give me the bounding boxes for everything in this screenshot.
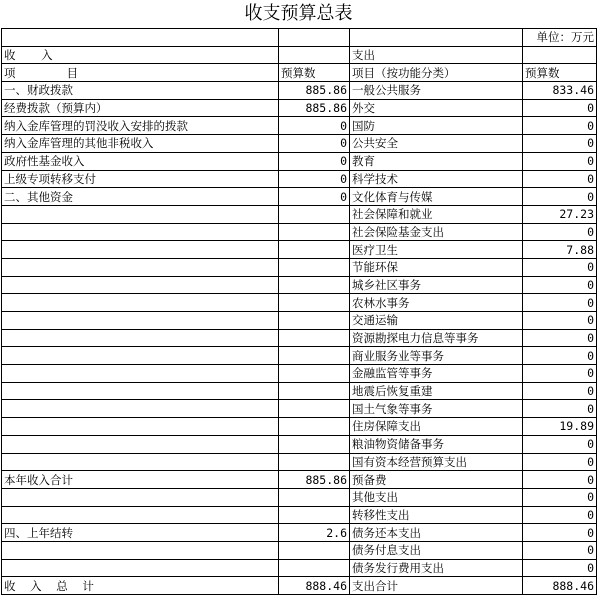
income-value-cell: 0 (279, 170, 350, 188)
expense-value-cell: 833.46 (523, 82, 597, 100)
income-value-cell (279, 365, 350, 383)
expense-value-cell: 0 (523, 99, 597, 117)
table-row (2, 82, 597, 100)
income-value-cell: 0 (279, 152, 350, 170)
expense-item-cell: 地震后恢复重建 (350, 382, 523, 400)
expense-item-cell: 教育 (350, 152, 523, 170)
expense-item-cell: 交通运输 (350, 312, 523, 330)
income-value-cell (279, 488, 350, 506)
income-value-cell (279, 205, 350, 223)
table-row (2, 188, 597, 206)
expense-value-cell: 0 (523, 294, 597, 312)
income-item-cell: 收 入 总 计 (2, 577, 279, 595)
income-item-cell: 经费拨款（预算内） (2, 99, 279, 117)
unit-label: 单位：万元 (523, 29, 597, 47)
expense-value-cell: 27.23 (523, 205, 597, 223)
income-value-cell: 885.86 (279, 99, 350, 117)
expense-value-cell: 0 (523, 117, 597, 135)
expense-value-cell: 0 (523, 365, 597, 383)
expense-item-cell: 公共安全 (350, 135, 523, 153)
table-row (2, 329, 597, 347)
income-item-cell (2, 347, 279, 365)
expense-value-cell: 7.88 (523, 241, 597, 259)
table-row (2, 170, 597, 188)
income-value-cell (279, 276, 350, 294)
table-row (2, 258, 597, 276)
income-value-cell: 0 (279, 117, 350, 135)
income-item-cell: 二、其他资金 (2, 188, 279, 206)
expense-value-cell: 0 (523, 223, 597, 241)
income-value-cell (279, 294, 350, 312)
table-title: 收支预算总表 (244, 3, 353, 24)
expense-item-cell: 商业服务业等事务 (350, 347, 523, 365)
expense-value-cell: 0 (523, 541, 597, 559)
expense-item-cell: 文化体育与传媒 (350, 188, 523, 206)
expense-item-cell: 债务发行费用支出 (350, 559, 523, 577)
expense-value-cell: 0 (523, 400, 597, 418)
expense-value-cell: 0 (523, 170, 597, 188)
table-row (2, 577, 597, 595)
expense-item-header: 项目（按功能分类） (350, 64, 523, 82)
table-row (2, 524, 597, 542)
expense-item-cell: 节能环保 (350, 258, 523, 276)
income-item-cell (2, 559, 279, 577)
expense-item-cell: 住房保障支出 (350, 418, 523, 436)
income-item-cell (2, 400, 279, 418)
expense-item-cell: 社会保障和就业 (350, 205, 523, 223)
income-value-cell (279, 453, 350, 471)
table-row (2, 99, 597, 117)
expense-value-cell: 0 (523, 471, 597, 489)
table-row (2, 400, 597, 418)
table-row (2, 347, 597, 365)
table-row (2, 312, 597, 330)
table-row (2, 135, 597, 153)
expense-value-cell: 0 (523, 258, 597, 276)
expense-value-cell: 0 (523, 312, 597, 330)
income-value-cell: 888.46 (279, 577, 350, 595)
expense-item-cell: 国防 (350, 117, 523, 135)
income-item-cell (2, 435, 279, 453)
income-item-cell (2, 488, 279, 506)
expense-item-cell: 国土气象等事务 (350, 400, 523, 418)
expense-value-cell: 0 (523, 524, 597, 542)
expense-value-cell: 0 (523, 382, 597, 400)
expense-value-cell: 0 (523, 135, 597, 153)
income-value-cell (279, 258, 350, 276)
income-item-cell (2, 418, 279, 436)
table-row (2, 223, 597, 241)
expense-value-cell: 0 (523, 329, 597, 347)
income-item-cell (2, 241, 279, 259)
income-value-cell (279, 418, 350, 436)
expense-item-cell: 城乡社区事务 (350, 276, 523, 294)
expense-item-cell: 粮油物资储备事务 (350, 435, 523, 453)
income-value-cell (279, 541, 350, 559)
income-value-cell: 885.86 (279, 471, 350, 489)
income-value-cell: 0 (279, 188, 350, 206)
expense-value-cell: 0 (523, 559, 597, 577)
income-item-cell: 上级专项转移支付 (2, 170, 279, 188)
table-row (2, 241, 597, 259)
expense-item-cell: 农林水事务 (350, 294, 523, 312)
table-row (2, 471, 597, 489)
section-header-row (2, 46, 597, 64)
expense-header: 支出 (350, 46, 523, 64)
income-item-cell (2, 223, 279, 241)
income-value-cell (279, 241, 350, 259)
expense-item-cell: 外交 (350, 99, 523, 117)
unit-row (2, 29, 597, 47)
income-item-cell (2, 541, 279, 559)
expense-item-cell: 其他支出 (350, 488, 523, 506)
expense-item-cell: 社会保险基金支出 (350, 223, 523, 241)
column-header-row (2, 64, 597, 82)
income-value-cell: 885.86 (279, 82, 350, 100)
expense-item-cell: 债务还本支出 (350, 524, 523, 542)
expense-item-cell: 资源勘探电力信息等事务 (350, 329, 523, 347)
table-row (2, 541, 597, 559)
table-row (2, 506, 597, 524)
expense-item-cell: 支出合计 (350, 577, 523, 595)
table-row (2, 382, 597, 400)
expense-item-cell: 金融监管等事务 (350, 365, 523, 383)
expense-value-cell: 0 (523, 152, 597, 170)
expense-item-cell: 医疗卫生 (350, 241, 523, 259)
income-item-cell (2, 294, 279, 312)
income-item-cell (2, 258, 279, 276)
income-item-cell (2, 329, 279, 347)
income-item-cell: 本年收入合计 (2, 471, 279, 489)
income-item-cell: 纳入金库管理的其他非税收入 (2, 135, 279, 153)
income-header: 收 入 (2, 46, 279, 64)
income-item-cell (2, 205, 279, 223)
table-row (2, 276, 597, 294)
income-value-cell (279, 312, 350, 330)
table-row (2, 205, 597, 223)
income-value-cell (279, 223, 350, 241)
income-item-cell: 四、上年结转 (2, 524, 279, 542)
income-item-cell: 政府性基金收入 (2, 152, 279, 170)
table-row (2, 294, 597, 312)
expense-item-cell: 债务付息支出 (350, 541, 523, 559)
expense-item-cell: 转移性支出 (350, 506, 523, 524)
income-item-cell (2, 276, 279, 294)
income-value-cell (279, 382, 350, 400)
expense-item-cell: 一般公共服务 (350, 82, 523, 100)
income-budget-header: 预算数 (279, 64, 350, 82)
expense-item-cell: 科学技术 (350, 170, 523, 188)
expense-value-cell: 0 (523, 435, 597, 453)
expense-value-cell: 0 (523, 347, 597, 365)
income-value-cell (279, 559, 350, 577)
table-row (2, 365, 597, 383)
income-value-cell (279, 435, 350, 453)
income-value-cell (279, 329, 350, 347)
expense-item-cell: 预备费 (350, 471, 523, 489)
expense-value-cell: 0 (523, 506, 597, 524)
budget-table (1, 28, 597, 595)
table-row (2, 152, 597, 170)
income-value-cell: 0 (279, 135, 350, 153)
expense-value-cell: 0 (523, 488, 597, 506)
table-row (2, 453, 597, 471)
income-value-cell (279, 506, 350, 524)
table-row (2, 488, 597, 506)
income-item-cell (2, 312, 279, 330)
income-item-cell: 一、财政拨款 (2, 82, 279, 100)
table-row (2, 117, 597, 135)
table-row (2, 559, 597, 577)
table-row (2, 435, 597, 453)
table-row (2, 418, 597, 436)
income-value-cell (279, 400, 350, 418)
expense-value-cell: 0 (523, 188, 597, 206)
income-value-cell: 2.6 (279, 524, 350, 542)
expense-item-cell: 国有资本经营预算支出 (350, 453, 523, 471)
expense-budget-header: 预算数 (523, 64, 597, 82)
expense-value-cell: 19.89 (523, 418, 597, 436)
income-item-header: 项 目 (2, 64, 279, 82)
income-item-cell: 纳入金库管理的罚没收入安排的拨款 (2, 117, 279, 135)
expense-value-cell: 888.46 (523, 577, 597, 595)
income-item-cell (2, 365, 279, 383)
expense-value-cell: 0 (523, 453, 597, 471)
income-item-cell (2, 506, 279, 524)
income-item-cell (2, 453, 279, 471)
expense-value-cell: 0 (523, 276, 597, 294)
income-item-cell (2, 382, 279, 400)
income-value-cell (279, 347, 350, 365)
